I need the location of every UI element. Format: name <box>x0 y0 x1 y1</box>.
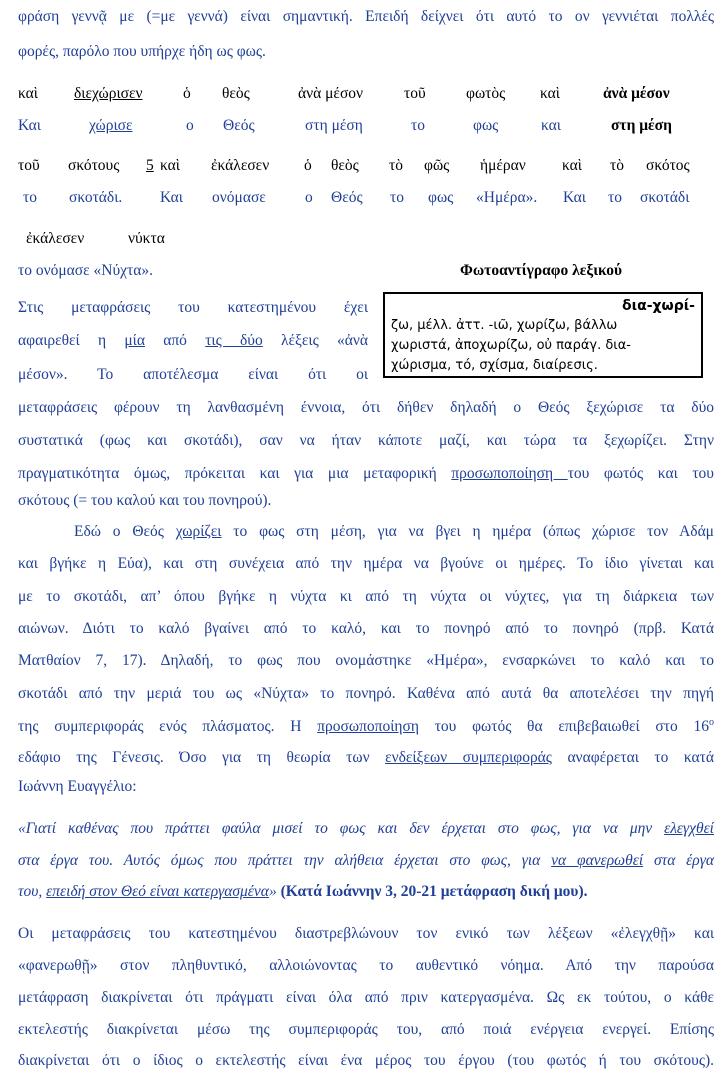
word: ἀνὰ μέσον <box>603 85 670 102</box>
interlinear-row-3-modern: το ονόμασε «Νύχτα». <box>18 262 154 279</box>
verse-number: 5 <box>146 157 154 174</box>
word: θεὸς <box>331 157 359 174</box>
word: σκοτάδι. <box>69 189 123 206</box>
word: τὸ <box>389 157 403 174</box>
word: τὸ <box>610 157 624 174</box>
para2-line-2: και βγήκε η Εύα), και στη συνέχεια από την ημέρα να βγούνε οι ημέρες. Το ίδιο γίνεται και <box>18 555 714 572</box>
para3-line-4: εκτελεστής διακρίνεται μέσω της συμπεριφοράς του, από ποιά ενέργεια ενεργεί. Επίσης <box>18 1021 714 1038</box>
word: τοῦ <box>404 85 426 102</box>
intro-line-1: φράση γεννᾷ με (=με γεννά) είναι σημαντική. Επειδή δείχνει ότι αυτό το ον γεννιέται πολλές <box>18 8 714 25</box>
word: καὶ <box>562 157 582 174</box>
word: ὁ <box>183 85 191 102</box>
word: «Ημέρα». <box>476 189 538 206</box>
para2-line-3: με το σκοτάδι, απ’ όπου βγήκε η νύχτα κι από τη νύχτα οι νύχτες, για τη διάρκεια των <box>18 588 714 605</box>
word: και <box>541 117 561 134</box>
para2-line-6: σκοτάδι από την μεριά του ως «Νύχτα» το πονηρό. Καθένα από αυτά θα αποτελέσει την πηγή <box>18 685 714 702</box>
word: φως <box>473 117 499 134</box>
word: ονόμασε <box>212 189 266 206</box>
para3-line-3: μετάφραση διακρίνεται ότι πράγματι είναι όλα από πριν κατεργασμένα. Ως εκ τούτου, ο κάθε <box>18 989 714 1006</box>
dictionary-photocopy <box>383 292 703 378</box>
para1-line-1: Στις μεταφράσεις του κατεστημένου έχει <box>18 299 368 316</box>
word: το <box>390 189 404 206</box>
word: θεὸς <box>222 85 250 102</box>
word: ἐκάλεσεν <box>211 157 270 174</box>
para1-line-2: αφαιρεθεί η μία από τις δύο λέξεις «ἀνὰ <box>18 332 368 349</box>
para2-line-1: Εδώ ο Θεός χωρίζει το φως στη μέση, για να βγει η ημέρα (όπως χώρισε τον Αδάμ <box>74 523 714 540</box>
para1-line-5: συστατικά (φως και σκοτάδι), σαν να ήταν κάποτε μαζί, και τώρα τα ξεχωρίζει. Στην <box>18 432 714 449</box>
quote-reference: (Κατά Ιωάννην 3, 20-21 μετάφραση δική μου). <box>280 883 588 900</box>
intro-line-2: φορές, παρόλο που υπήρχε ήδη ως φως. <box>18 43 266 60</box>
quote-line-1: «Γιατί καθένας που πράττει φαύλα μισεί το φως και δεν έρχεται στο φως, για να μην ελεγχθεί <box>18 820 714 837</box>
word: το <box>411 117 425 134</box>
word: ο <box>186 117 194 134</box>
para1-line-4: μεταφράσεις φέρουν τη λανθασμένη έννοια, ότι δήθεν δηλαδή ο Θεός ξεχώρισε τα δύο <box>18 399 714 416</box>
para2-line-7: της συμπεριφοράς ενός πλάσματος. Η προσωποποίηση του φωτός θα επιβεβαιωθεί στο $16^o$ <box>18 717 714 736</box>
para2-line-4: αιώνων. Διότι το καλό βγαίνει από το καλό, και το πονηρό από το πονηρό (πρβ. Κατά <box>18 620 714 637</box>
word: στη μέση <box>611 117 672 134</box>
word: ο <box>305 189 313 206</box>
para3-line-2: «φανερωθῇ» στον πληθυντικό, αλλοιώνοντας το αυθεντικό νόημα. Από την παρούσα <box>18 957 714 974</box>
dictionary-line: χώρισμα, τό, σχίσμα, διαίρεσις. <box>391 358 598 373</box>
quote-line-3: του, επειδή στον Θεό είναι κατεργασμένα» (Κατά Ιωάννην 3, 20-21 μετάφραση δική μου). <box>18 883 588 900</box>
word: ὁ <box>304 157 312 174</box>
word: Και <box>563 189 586 206</box>
para3-line-5: διακρίνεται ότι ο ίδιος ο εκτελεστής είναι ένα μέρος του έργου (του φωτός ή του σκότους). <box>18 1052 714 1069</box>
word: χώρισε <box>89 117 133 134</box>
word: Και <box>18 117 41 134</box>
para3-line-1: Οι μεταφράσεις του κατεστημένου διαστρεβλώνουν τον ενικό των λέξεων «ἐλεγχθῇ» και <box>18 925 714 942</box>
word: το <box>608 189 622 206</box>
quote-line-2: στα έργα του. Αυτός όμως που πράττει την αλήθεια έρχεται στο φως, για να φανερωθεί στα έργα <box>18 852 714 869</box>
word: καὶ <box>540 85 560 102</box>
para1-line-3: μέσον». Το αποτέλεσμα είναι ότι οι <box>18 366 368 383</box>
word: στη μέση <box>305 117 363 134</box>
dictionary-line: δια-χωρί- <box>622 298 695 314</box>
para2-line-5: Ματθαίον 7, 17). Δηλαδή, το φως που ονομάστηκε «Ημέρα», ενσαρκώνει το καλό και το <box>18 652 714 669</box>
word: ἀνὰ μέσον <box>298 85 364 102</box>
para2-line-9: Ιωάννη Ευαγγέλιο: <box>18 778 137 795</box>
word: καὶ <box>18 85 38 102</box>
word: σκότους <box>68 157 120 174</box>
para1-line-6: πραγματικότητα όμως, πρόκειται και για μια μεταφορική προσωποποίηση του φωτός και του <box>18 465 714 482</box>
word: Θεός <box>223 117 255 134</box>
word: καὶ <box>160 157 180 174</box>
word: φῶς <box>424 157 450 174</box>
word: Θεός <box>331 189 363 206</box>
word: φωτὸς <box>466 85 506 102</box>
dictionary-line: χωριστά, ἀποχωρίζω, οὐ παράγ. δια- <box>391 338 631 353</box>
dictionary-caption: Φωτοαντίγραφο λεξικού <box>460 262 623 279</box>
para2-line-8: εδάφιο της Γένεσις. Όσο για τη θεωρία των ενδείξεων συμπεριφοράς αναφέρεται το κατά <box>18 749 715 766</box>
word: Και <box>160 189 183 206</box>
word: σκοτάδι <box>640 189 690 206</box>
word: ἡμέραν <box>480 157 526 174</box>
word: τοῦ <box>18 157 40 174</box>
word: το <box>23 189 37 206</box>
dictionary-line: ζω, μέλλ. ἀττ. -ιῶ, χωρίζω, βάλλω <box>391 318 618 333</box>
word: νύκτα <box>128 230 165 247</box>
word: διεχώρισεν <box>74 85 143 102</box>
word: ἐκάλεσεν <box>26 230 85 247</box>
word: σκότος <box>646 157 690 174</box>
para1-line-7: σκότους (= του καλού και του πονηρού). <box>18 492 272 509</box>
word: φως <box>428 189 454 206</box>
